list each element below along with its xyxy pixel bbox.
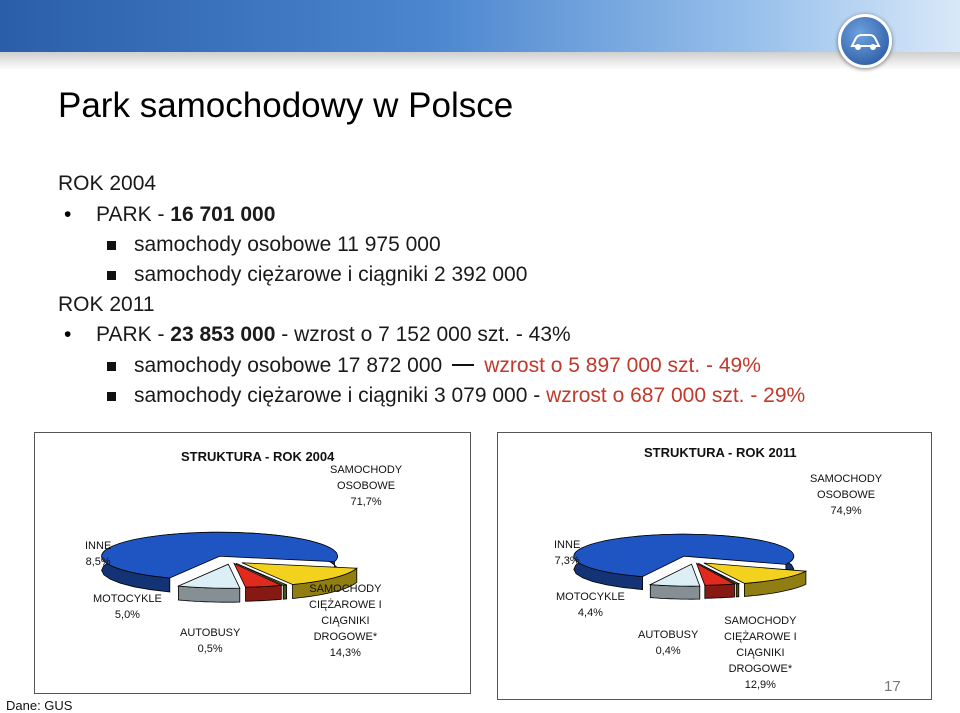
label-inne-2011-val: 7,3% [554,555,580,567]
car-icon [841,17,889,65]
label-ciezarowe-2011-l4: DROGOWE* [728,663,793,675]
park-2011-value: 23 853 000 [170,323,276,346]
label-osobowe-2004-l1: SAMOCHODY [330,464,403,476]
label-ciezarowe-2011-l3: CIĄGNIKI [736,647,785,659]
label-ciezarowe-2011-val: 12,9% [744,679,776,691]
label-ciezarowe-2004-val: 14,3% [329,647,361,659]
bullet-dot: • [64,203,72,226]
square-bullet [107,392,116,401]
square-bullet [107,271,116,280]
page-number: 17 [884,678,901,695]
chart-panel-2004 [34,432,471,694]
heading-2011: ROK 2011 [58,293,155,316]
item-2011-osobowe-text: samochody osobowe 17 872 000 [134,354,443,377]
square-bullet [107,241,116,250]
pie-side-2 [736,584,739,597]
label-osobowe-2004-l2: OSOBOWE [337,480,396,492]
source-note: Dane: GUS [6,698,73,713]
square-bullet [107,362,116,371]
label-ciezarowe-2004 [309,581,382,661]
label-ciezarowe-2011 [724,613,797,693]
item-2011-osobowe-growth: wzrost o 5 897 000 szt. - 49% [484,354,761,377]
chart-title-2011: STRUKTURA - ROK 2011 [644,445,797,460]
label-ciezarowe-2004-l4: DROGOWE* [313,631,378,643]
park-2011-suffix: - wzrost o 7 152 000 szt. - 43% [275,323,571,346]
header-bar [0,0,960,52]
bullet-dot: • [64,323,72,346]
pie-side-3 [246,585,282,601]
label-inne-2004 [85,538,111,570]
item-2004-osobowe: samochody osobowe 11 975 000 [134,233,441,256]
page-title: Park samochodowy w Polsce [58,86,514,125]
chart-panel-2011 [497,432,932,700]
label-autobusy-2011-val: 0,4% [655,645,681,657]
label-autobusy-2011 [638,627,698,659]
label-inne-2004-l1: INNE [85,540,112,552]
pie-side-4 [650,585,700,600]
label-autobusy-2004-val: 0,5% [197,643,223,655]
label-osobowe-2004-val: 71,7% [350,496,382,508]
header-band [0,52,960,70]
label-inne-2004-val: 8,5% [85,556,111,568]
pie-side-2 [283,585,286,599]
label-osobowe-2011-val: 74,9% [830,505,862,517]
label-ciezarowe-2004-l3: CIĄGNIKI [321,615,370,627]
label-autobusy-2011-l1: AUTOBUSY [638,629,699,641]
label-ciezarowe-2004-l1: SAMOCHODY [309,583,382,595]
label-motocykle-2004 [93,591,162,623]
label-autobusy-2004 [180,625,240,657]
item-2004-ciezarowe: samochody ciężarowe i ciągniki 2 392 000 [134,263,528,286]
dash [452,364,474,366]
item-2011-ciezarowe-growth: wzrost o 687 000 szt. - 29% [546,384,806,407]
label-osobowe-2011-l1: SAMOCHODY [810,473,883,485]
label-motocykle-2011-val: 4,4% [577,607,603,619]
item-2011-ciezarowe-text: samochody ciężarowe i ciągniki 3 079 000 - [134,384,547,407]
label-motocykle-2011 [556,589,625,621]
label-motocykle-2004-val: 5,0% [114,609,140,621]
park-2004-prefix: PARK - [96,203,171,226]
park-2011-prefix: PARK - [96,323,171,346]
chart-title-2004: STRUKTURA - ROK 2004 [181,449,335,464]
label-autobusy-2004-l1: AUTOBUSY [180,627,241,639]
label-ciezarowe-2011-l1: SAMOCHODY [724,615,797,627]
label-inne-2011 [554,537,580,569]
label-motocykle-2004-l1: MOTOCYKLE [93,593,162,605]
park-2004-value: 16 701 000 [170,203,276,226]
item-2011-ciezarowe [134,384,805,408]
label-osobowe-2011 [810,471,882,519]
park-2004-line [96,203,275,227]
heading-2004: ROK 2004 [58,172,157,195]
label-osobowe-2011-l2: OSOBOWE [817,489,876,501]
label-ciezarowe-2011-l2: CIĘŻAROWE I [724,631,797,643]
park-2011-line [96,323,571,347]
label-ciezarowe-2004-l2: CIĘŻAROWE I [309,599,382,611]
pie-side-3 [705,584,735,598]
label-inne-2011-l1: INNE [554,539,581,551]
car-logo-icon [838,14,892,68]
label-osobowe-2004 [330,462,402,510]
label-motocykle-2011-l1: MOTOCYKLE [556,591,625,603]
item-2011-osobowe [134,354,761,378]
